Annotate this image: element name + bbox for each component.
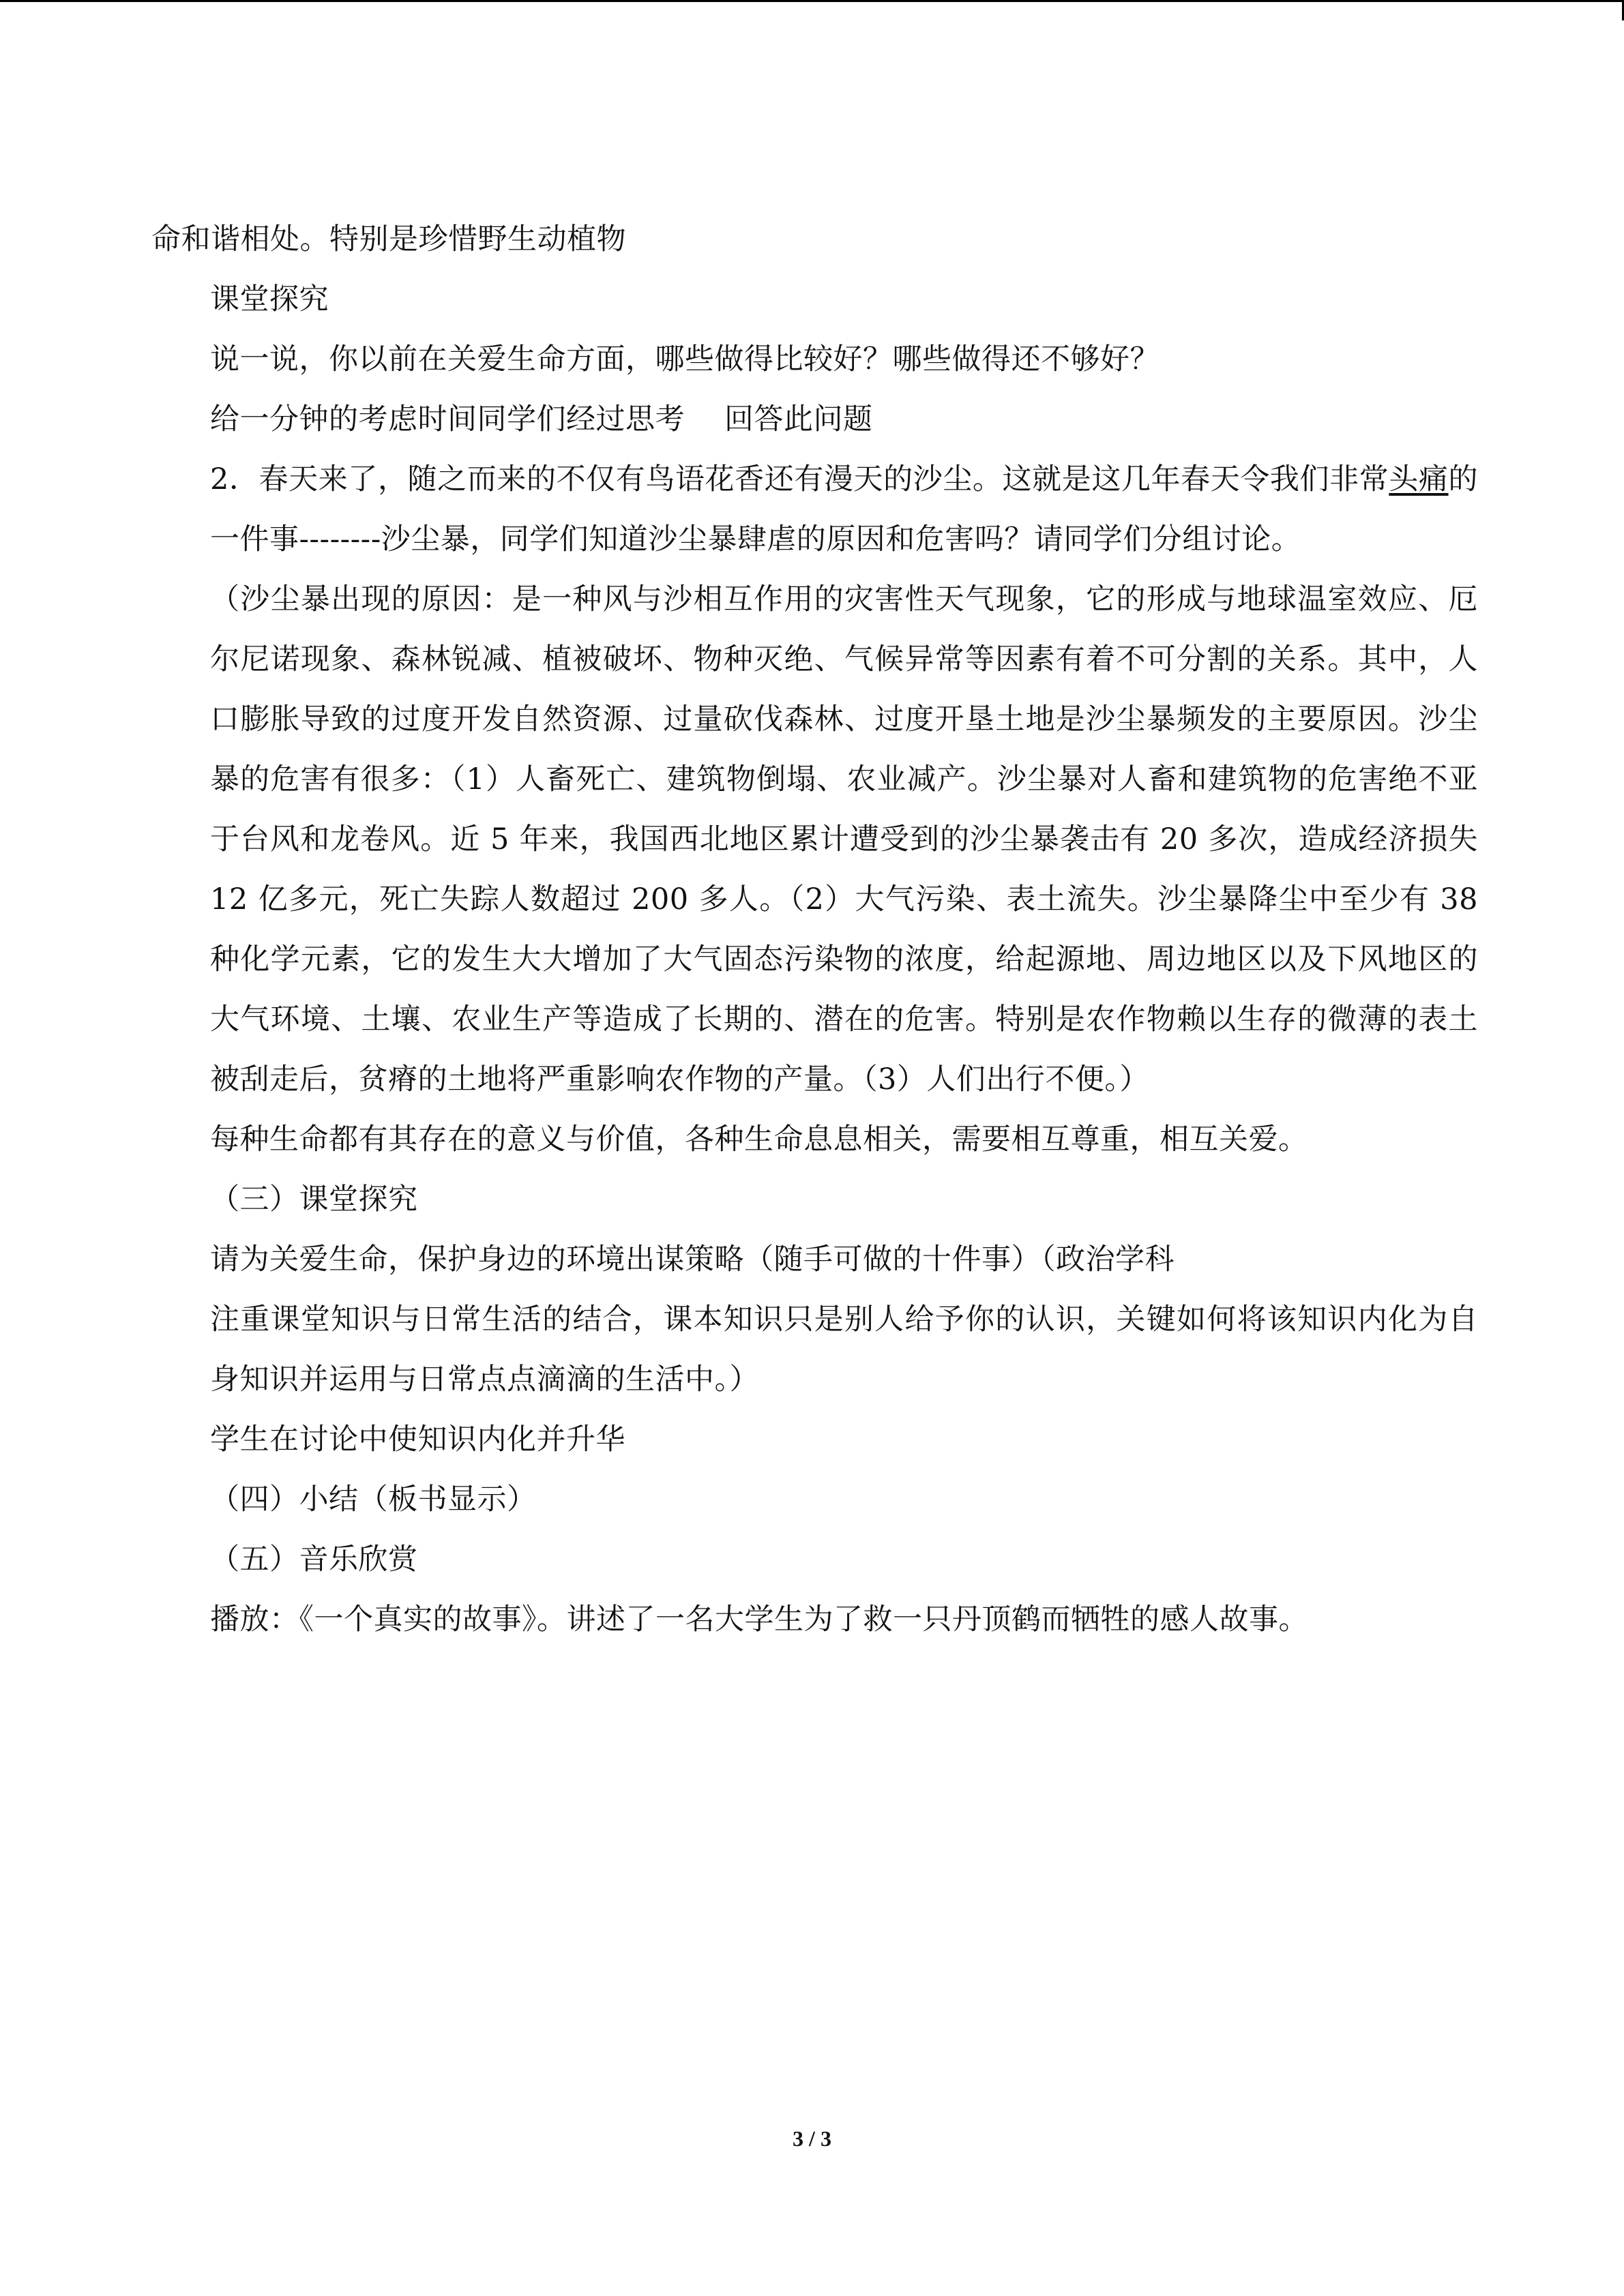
text-line-internalize: 学生在讨论中使知识内化并升华 (210, 1422, 625, 1457)
sandstorm-intro-start: 2．春天来了，随之而来的不仅有鸟语花香还有漫天的沙尘。这就是这几年春天令我们非常 (210, 462, 1389, 496)
sandstorm-intro-end: 的一件事--------沙尘暴，同学们知道沙尘暴肆虐的原因和危害吗？请同学们分组讨论。 (210, 462, 1479, 556)
heading-section-five: （五）音乐欣赏 (210, 1542, 418, 1577)
heading-section-three: （三）课堂探究 (210, 1182, 418, 1217)
paragraph-sandstorm-intro (151, 449, 1478, 569)
page-number: 3 / 3 (793, 2126, 831, 2151)
heading-classroom-inquiry: 课堂探究 (210, 282, 329, 316)
thinking-time-text: 给一分钟的考虑时间同学们经过思考 (210, 402, 685, 436)
paragraph-sandstorm-causes: （沙尘暴出现的原因：是一种风与沙相互作用的灾害性天气现象，它的形成与地球温室效应、厄尔尼诺现象、森林锐减、植被破坏、物种灭绝、气候异常等因素有着不可分割的关系。其中，人口膨胀导致的过度开发自然资源、过量砍伐森林、过度开垦土地是沙尘暴频发的主要原因。沙尘暴的危害有很多：（1）人畜死亡、建筑物倒塌、农业减产。沙尘暴对人畜和建筑物的危害绝不亚于台风和龙卷风。近 5 年来，我国西北地区累计遭受到的沙尘暴袭击有 20 多次，造成经济损失 12 亿多元，死亡失踪人数超过 200 多人。（2）大气污染、表土流失。沙尘暴降尘中至少有 38 种化学元素，它的发生大大增加了大气固态污染物的浓度，给起源地、周边地区以及下风地区的大气环境、土壤、农业生产等造成了长期的、潜在的危害。特别是农作物赖以生存的微薄的表土被刮走后，贫瘠的土地将严重影响农作物的产量。（3）人们出行不便。） (210, 582, 1478, 1097)
answer-question-text: 回答此问题 (724, 402, 873, 436)
text-line-thinking-time (151, 389, 1478, 449)
text-line-play-story: 播放：《一个真实的故事》。讲述了一名大学生为了救一只丹顶鹤而牺牲的感人故事。 (210, 1602, 1308, 1637)
text-line-discussion-question: 说一说，你以前在关爱生命方面，哪些做得比较好？哪些做得还不够好？ (210, 342, 1160, 376)
page-top-border (0, 0, 1624, 2)
underlined-headache: 头痛 (1389, 462, 1449, 496)
text-line-life-value: 每种生命都有其存在的意义与价值，各种生命息息相关，需要相互尊重，相互关爱。 (210, 1122, 1308, 1157)
document-body (151, 209, 1478, 1650)
text-line-strategy: 请为关爱生命，保护身边的环境出谋策略（随手可做的十件事）（政治学科 (210, 1242, 1175, 1277)
heading-section-four: （四）小结（板书显示） (210, 1482, 537, 1517)
paragraph-knowledge-note: 注重课堂知识与日常生活的结合，课本知识只是别人给予你的认识，关键如何将该知识内化为自身知识并运用与日常点点滴滴的生活中。） (210, 1302, 1478, 1397)
text-line-1: 命和谐相处。特别是珍惜野生动植物 (151, 222, 626, 256)
